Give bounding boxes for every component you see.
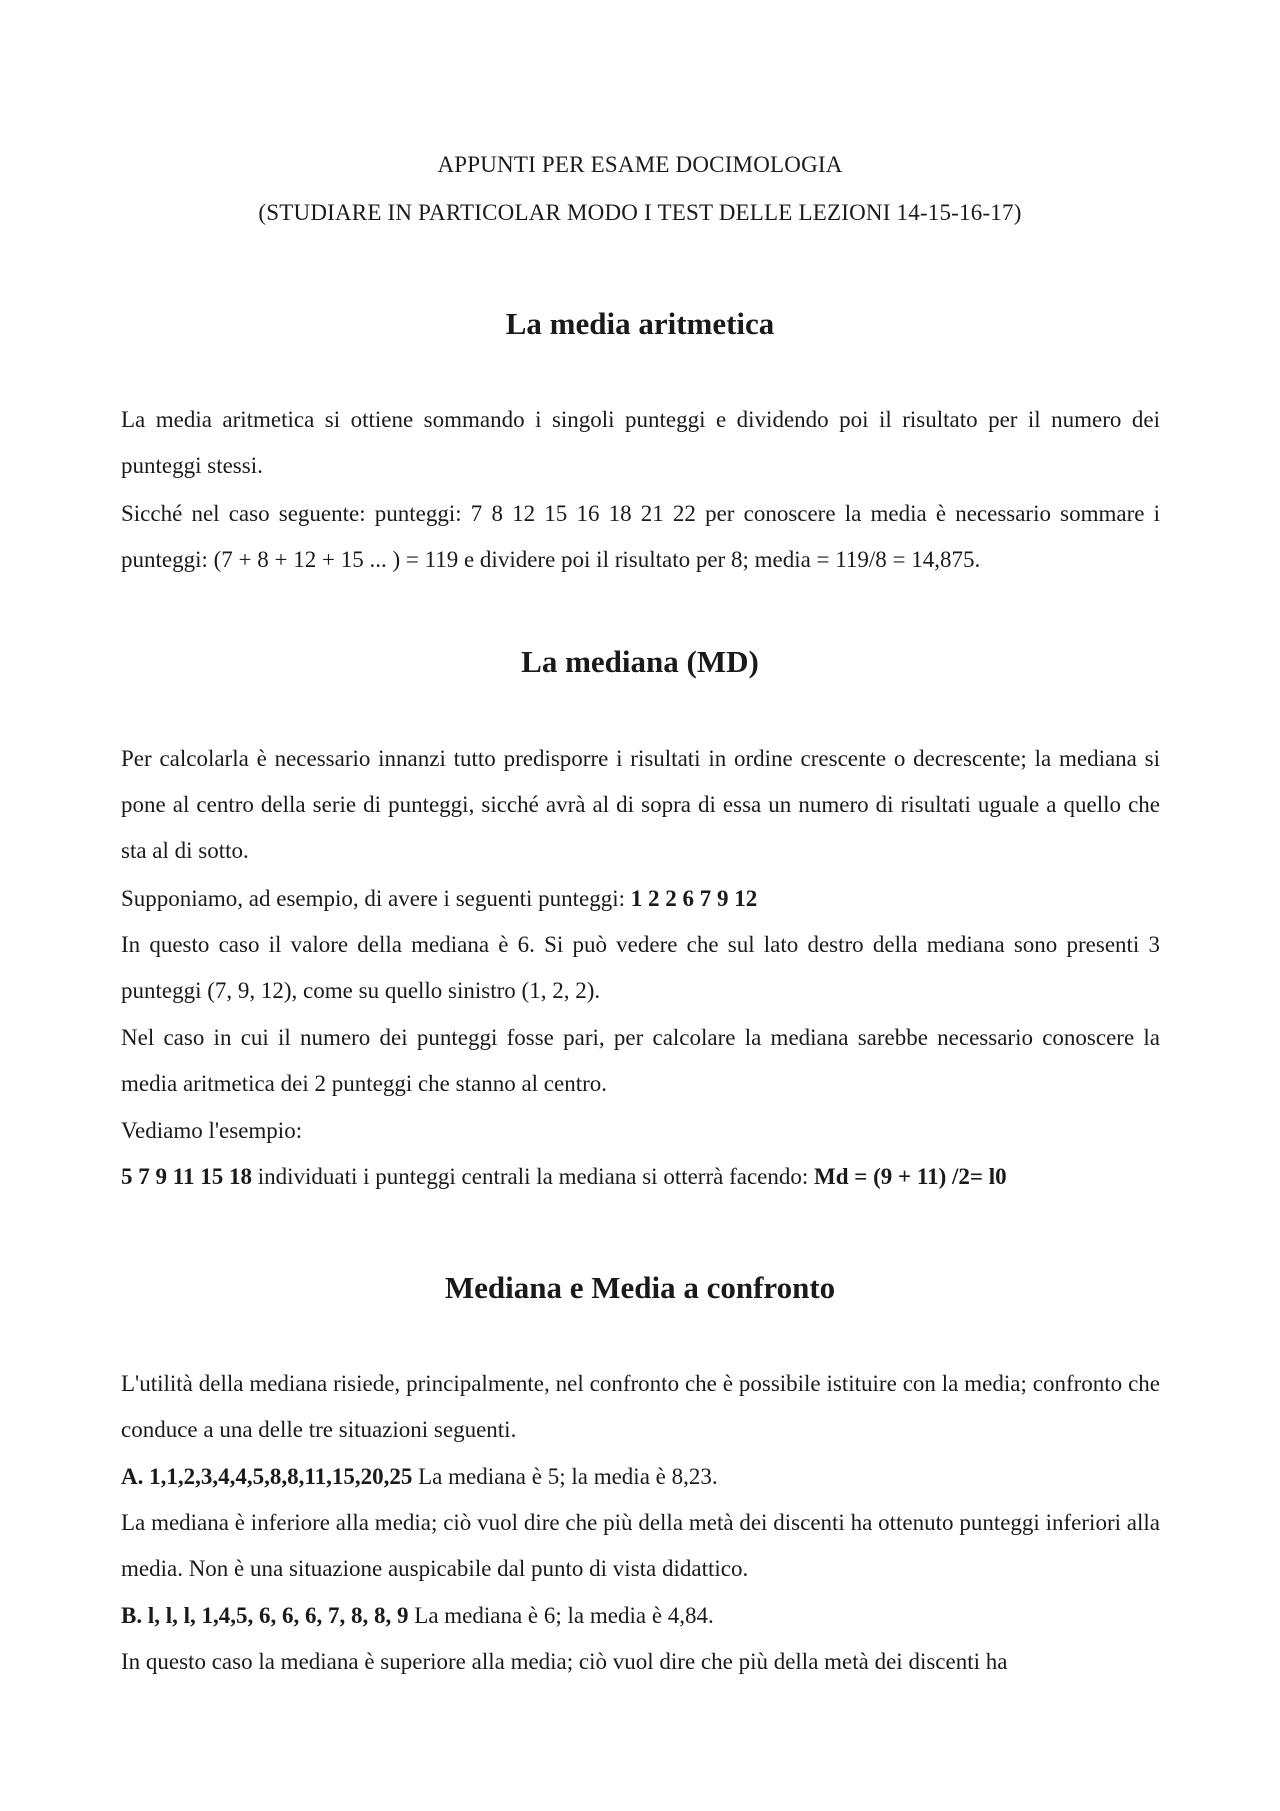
paragraph-media-definition: La media aritmetica si ottiene sommando i singoli punteggi e dividendo poi il risultato per il numero dei punteggi stessi. [121, 407, 1160, 478]
case-a-scores: A. 1,1,2,3,4,4,5,8,8,11,15,20,25 [121, 1464, 413, 1489]
case-a-result: La mediana è 5; la media è 8,23. [412, 1464, 718, 1489]
paragraph-mediana-example-intro [121, 876, 1160, 922]
case-b-scores: B. l, l, l, 1,4,5, 6, 6, 6, 7, 8, 8, 9 [121, 1603, 409, 1628]
case-b-result: La mediana è 6; la media è 4,84. [408, 1603, 714, 1628]
example-even-text: individuati i punteggi centrali la mediana si otterrà facendo: [251, 1164, 815, 1189]
section-title-media: La media aritmetica [505, 306, 775, 341]
section-title-mediana: La mediana (MD) [521, 644, 759, 679]
paragraph-mediana-value: In questo caso il valore della mediana è 6. Si può vedere che sul lato destro della mediana sono presenti 3 punteggi (7, 9, 12), come su quello sinistro (1, 2, 2). [121, 932, 1160, 1003]
case-b-line [121, 1593, 1160, 1639]
paragraph-example-label: Vediamo l'esempio: [121, 1118, 303, 1143]
paragraph-case-a-explanation: La mediana è inferiore alla media; ciò vuol dire che più della metà dei discenti ha ottenuto punteggi inferiori alla media. Non è una situazione auspicabile dal punto di vista didattico. [121, 1510, 1160, 1581]
example-scores-even: 5 7 9 11 15 18 [121, 1164, 252, 1189]
example-intro-text: Supponiamo, ad esempio, di avere i seguenti punteggi: [121, 886, 631, 911]
document-header-subtitle: (STUDIARE IN PARTICOLAR MODO I TEST DELLE LEZIONI 14-15-16-17) [258, 200, 1022, 225]
case-a-line [121, 1454, 1160, 1500]
example-scores-odd: 1 2 2 6 7 9 12 [630, 886, 758, 911]
paragraph-confronto-intro: L'utilità della mediana risiede, principalmente, nel confronto che è possibile istituire con la media; confronto che conduce a una delle tre situazioni seguenti. [121, 1371, 1160, 1442]
paragraph-case-b-explanation: In questo caso la mediana è superiore alla media; ciò vuol dire che più della metà dei discenti ha [121, 1649, 1008, 1674]
paragraph-mediana-even-example [121, 1154, 1160, 1200]
section-title-confronto: Mediana e Media a confronto [444, 1270, 836, 1305]
paragraph-mediana-even: Nel caso in cui il numero dei punteggi fosse pari, per calcolare la mediana sarebbe necessario conoscere la media aritmetica dei 2 punteggi che stanno al centro. [121, 1025, 1160, 1096]
document-header-title: APPUNTI PER ESAME DOCIMOLOGIA [437, 152, 843, 177]
paragraph-media-example: Sicché nel caso seguente: punteggi: 7 8 12 15 16 18 21 22 per conoscere la media è necessario sommare i punteggi: (7 + 8 + 12 + 15 ... ) = 119 e dividere poi il risultato per 8; media = 119/8 = 14,875. [121, 501, 1160, 572]
median-formula: Md = (9 + 11) /2= l0 [814, 1164, 1007, 1189]
paragraph-mediana-definition: Per calcolarla è necessario innanzi tutto predisporre i risultati in ordine crescente o decrescente; la mediana si pone al centro della serie di punteggi, sicché avrà al di sopra di essa un numero di risultati uguale a quello che sta al di sotto. [121, 746, 1160, 863]
